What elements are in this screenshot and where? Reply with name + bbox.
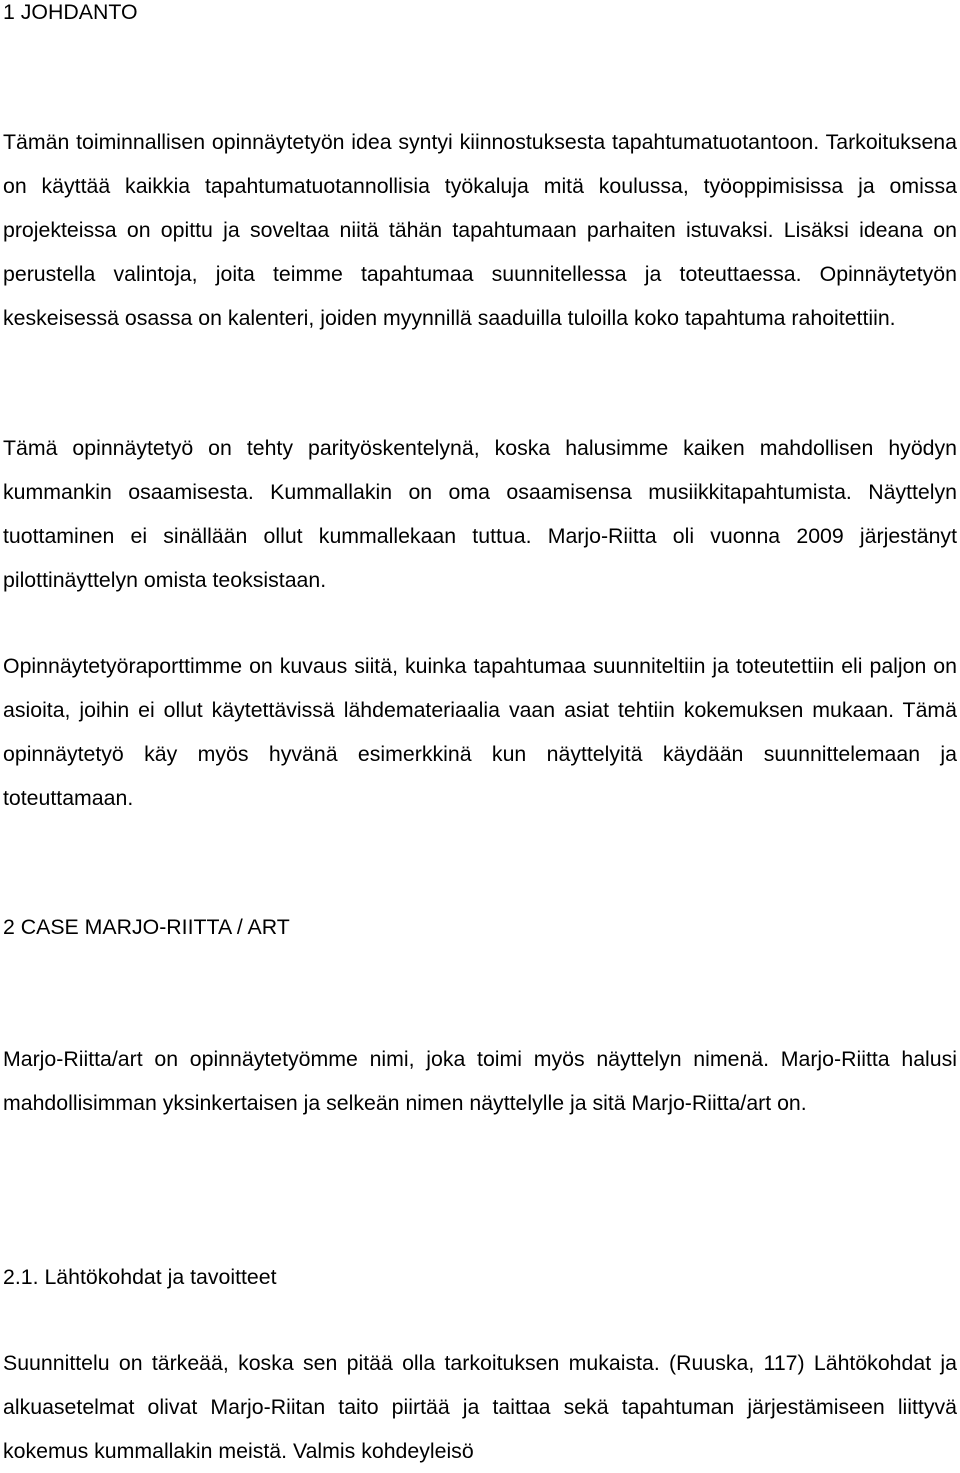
paragraph-report-description: Opinnäytetyöraporttimme on kuvaus siitä, kuinka tapahtumaa suunniteltiin ja toteutettiin eli paljon on asioita, joihin ei ollut käytettävissä lähdemateriaalia vaan asiat tehtiin kokemuksen mukaan. Tämä opinnäytetyö käy myös hyvänä esimerkkinä kun näyttelyitä käydään suunnittelemaan ja toteuttamaan. (3, 654, 957, 810)
paragraph-introduction: Tämän toiminnallisen opinnäytetyön idea syntyi kiinnostuksesta tapahtumatuotantoon. Tarkoituksena on käyttää kaikkia tapahtumatuotannollisia työkaluja mitä koulussa, työoppimisissa ja omissa projekteissa on opittu ja soveltaa niitä tähän tapahtumaan parhaiten istuvaksi. Lisäksi ideana on perustella valintoja, joita teimme tapahtumaa suunnitellessa ja toteuttaessa. Opinnäytetyön keskeisessä osassa on kalenteri, joiden myynnillä saaduilla tuloilla koko tapahtuma rahoitettiin. (3, 130, 957, 330)
heading-lahtokohdat-ja-tavoitteet: 2.1. Lähtökohdat ja tavoitteet (3, 1265, 277, 1289)
paragraph-planning: Suunnittelu on tärkeää, koska sen pitää olla tarkoituksen mukaista. (Ruuska, 117) Lähtökohdat ja alkuasetelmat olivat Marjo-Riitan taito piirtää ja taittaa sekä tapahtuman järjestämiseen liittyvä kokemus kummallakin meistä. Valmis kohdeyleisö (3, 1351, 957, 1463)
heading-case-marjo-riitta-art: 2 CASE MARJO-RIITTA / ART (3, 915, 290, 939)
paragraph-case-name: Marjo-Riitta/art on opinnäytetyömme nimi, joka toimi myös näyttelyn nimenä. Marjo-Riitta halusi mahdollisimman yksinkertaisen ja selkeän nimen näyttelylle ja sitä Marjo-Riitta/art on. (3, 1047, 957, 1115)
heading-johdanto: 1 JOHDANTO (3, 0, 138, 24)
paragraph-pair-work: Tämä opinnäytetyö on tehty parityöskentelynä, koska halusimme kaiken mahdollisen hyödyn kummankin osaamisesta. Kummallakin on oma osaamisensa musiikkitapahtumista. Näyttelyn tuottaminen ei sinällään ollut kummallekaan tuttua. Marjo-Riitta oli vuonna 2009 järjestänyt pilottinäyttelyn omista teoksistaan. (3, 436, 957, 592)
